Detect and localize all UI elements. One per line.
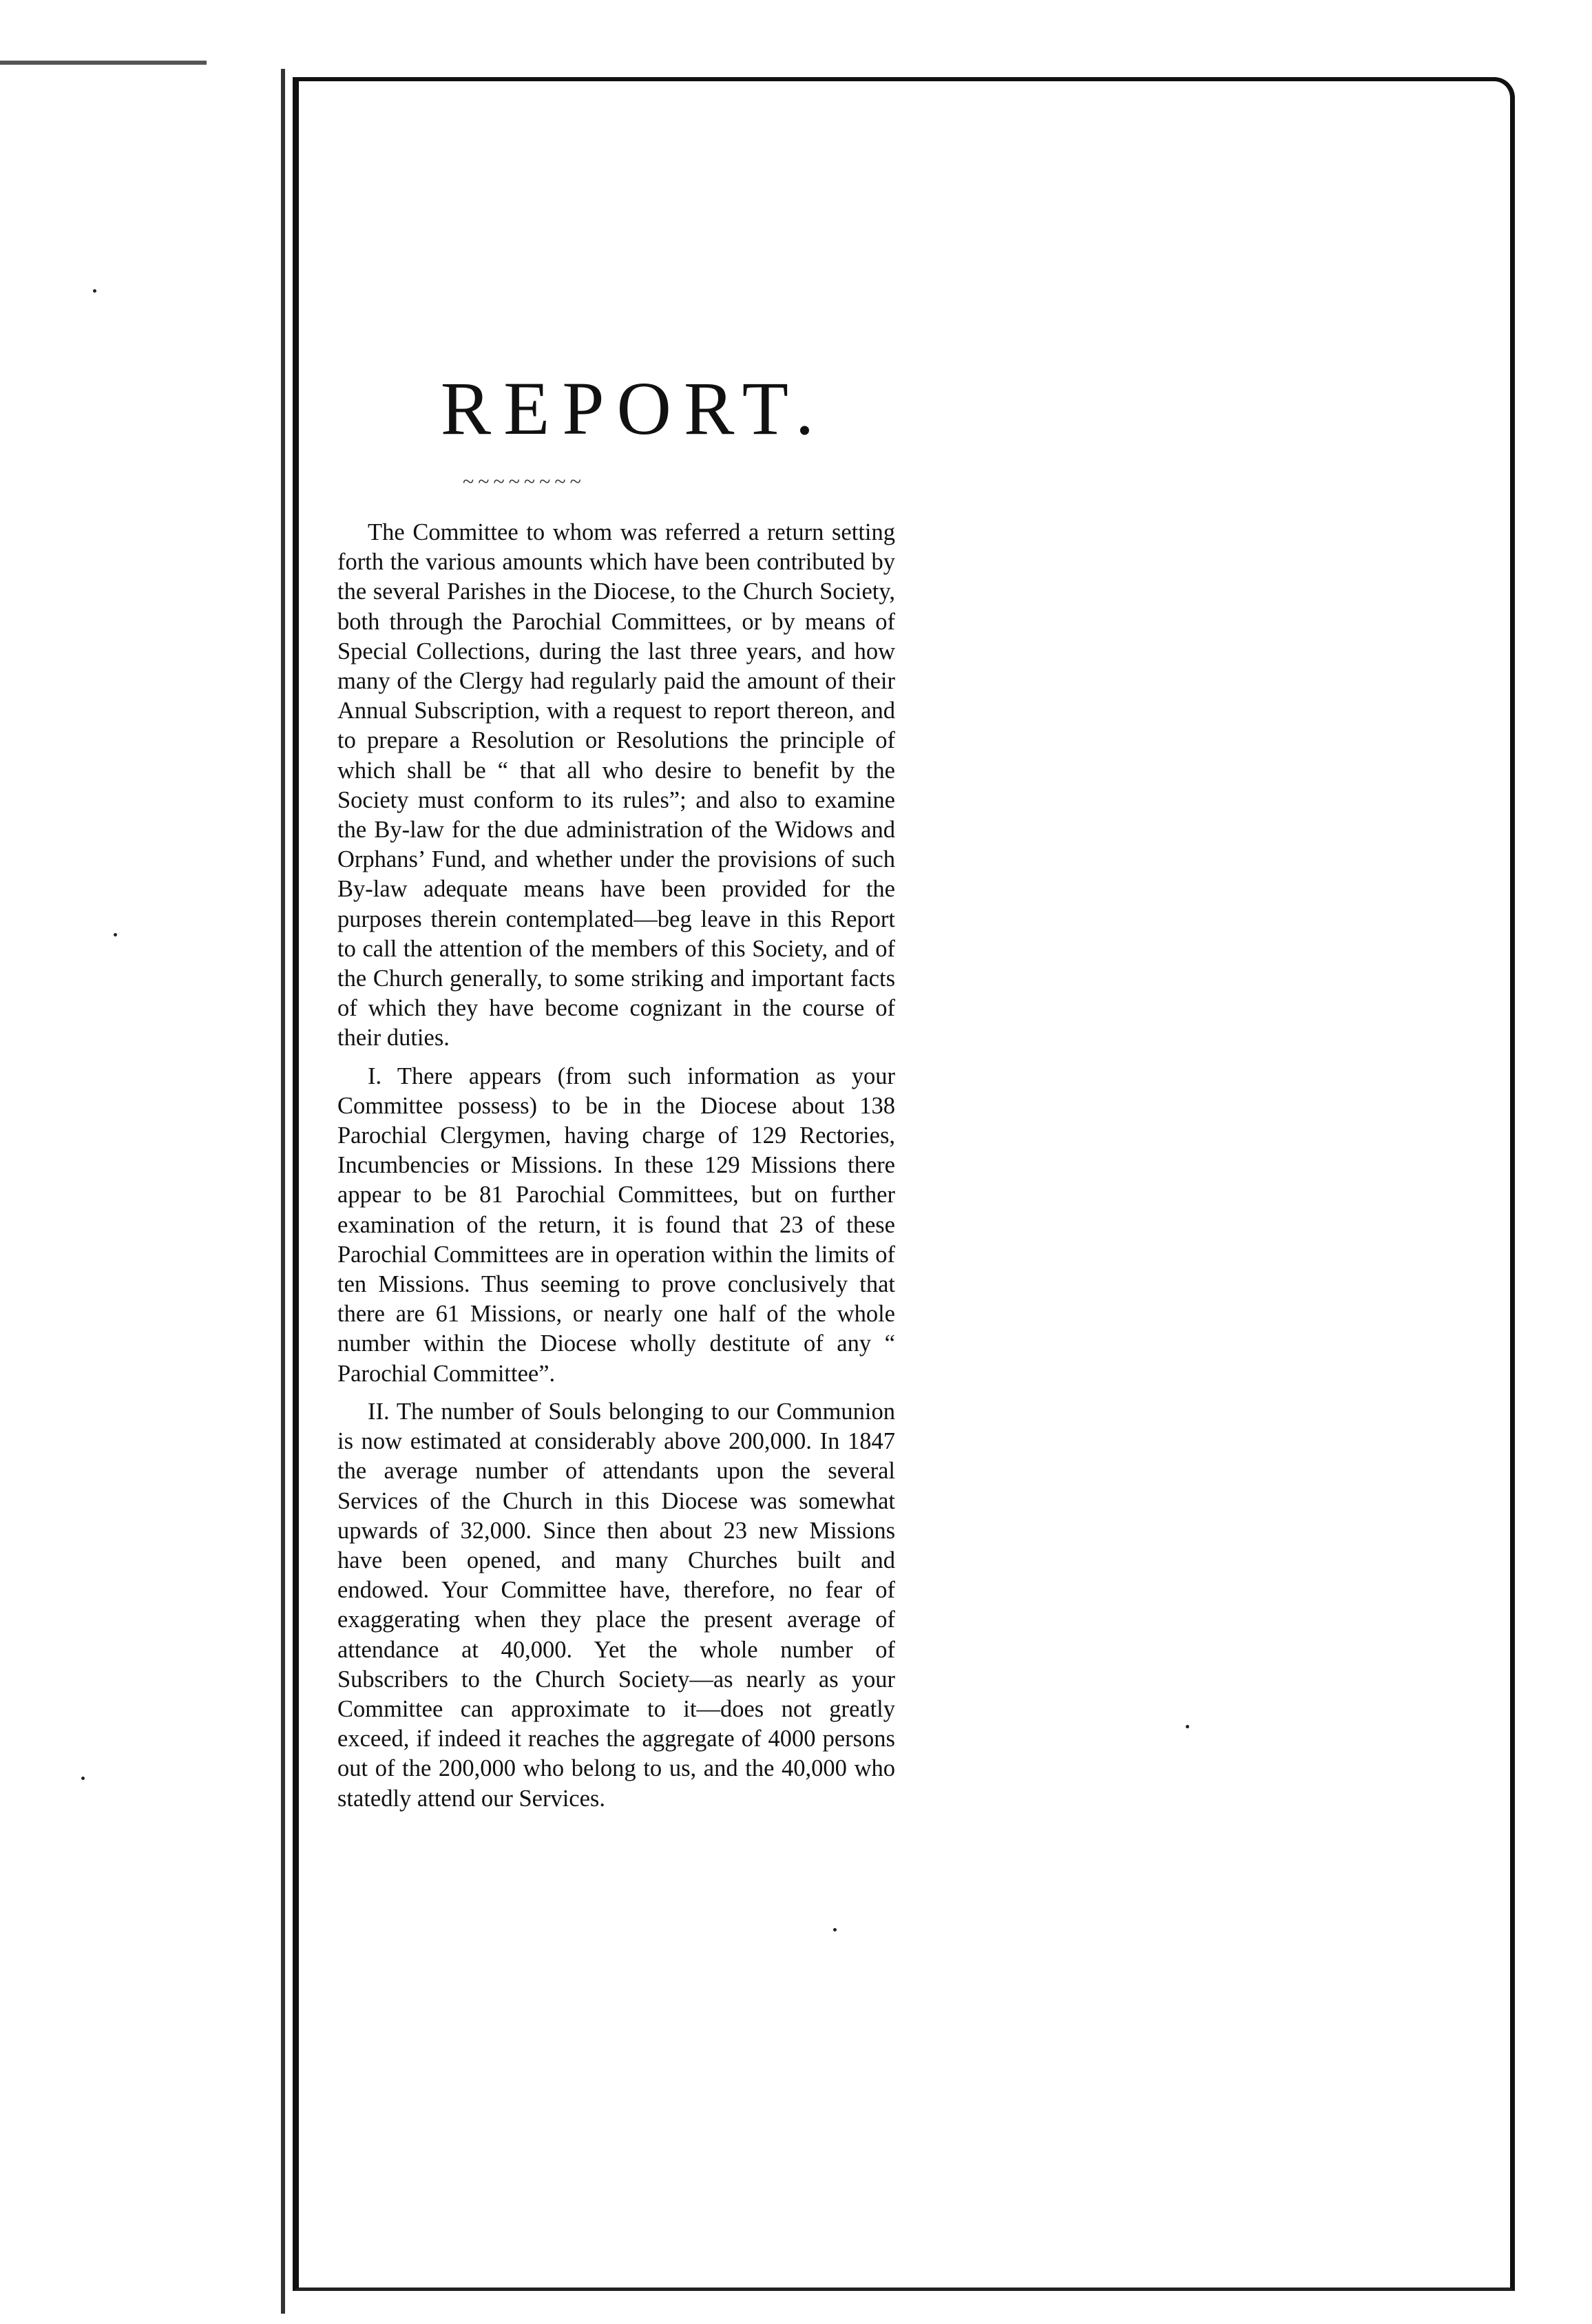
title-flourish: ~~~~~~~~ (463, 470, 585, 493)
paragraph-section-1: I. There appears (from such information as your Committee possess) to be in the Diocese about 138 Parochial Clergymen, having charge of 129 Rectories, Incumbencies or Missions. In these 129 Missions there appear to be 81 Parochial Committees, but on further examination of the return, it is found that 23 of these Parochial Committees are in operation within the limits of ten Missions. Thus seeming to prove conclusively that there are 61 Missions, or nearly one half of the whole number within the Diocese wholly destitute of any “ Parochial Committee”. (337, 1062, 895, 1387)
scan-speck (114, 933, 117, 936)
page-title: REPORT. (440, 366, 827, 450)
scan-speck (81, 1777, 85, 1780)
scan-speck (1186, 1725, 1189, 1728)
facing-page-edge (281, 69, 285, 2314)
paragraph-intro: The Committee to whom was referred a return setting forth the various amounts which have been contributed by the several Parishes in the Diocese, to the Church Society, both through the Parochial Committees, or by means of Special Collections, during the last three years, and how many of the Clergy had regularly paid the amount of their Annual Subscription, with a request to report thereon, and to prepare a Resolution or Resolutions the principle of which shall be “ that all who desire to benefit by the Society must conform to its rules”; and also to examine the By-law for the due administration of the Widows and Orphans’ Fund, and whether under the provisions of such By-law adequate means have been provided for the purposes therein contemplated—beg leave in this Report to call the attention of the members of this Society, and of the Church generally, to some striking and important facts of which they have become cognizant in the course of their duties. (337, 519, 895, 1051)
left-page-top-rule (0, 61, 207, 65)
report-body (337, 518, 895, 1822)
scan-speck (93, 289, 96, 293)
scan-speck (833, 1928, 837, 1932)
paragraph-section-2: II. The number of Souls belonging to our Communion is now estimated at considerably above 200,000. In 1847 the average number of attendants upon the several Services of the Church in this Diocese was somewhat upwards of 32,000. Since then about 23 new Missions have been opened, and many Churches built and endowed. Your Committee have, therefore, no fear of exaggerating when they place the present average of attendance at 40,000. Yet the whole number of Subscribers to the Church Society—as nearly as your Committee can approximate to it—does not greatly exceed, if indeed it reaches the aggregate of 4000 persons out of the 200,000 who belong to us, and the 40,000 who statedly attend our Services. (337, 1398, 895, 1812)
facing-page (0, 65, 289, 2324)
